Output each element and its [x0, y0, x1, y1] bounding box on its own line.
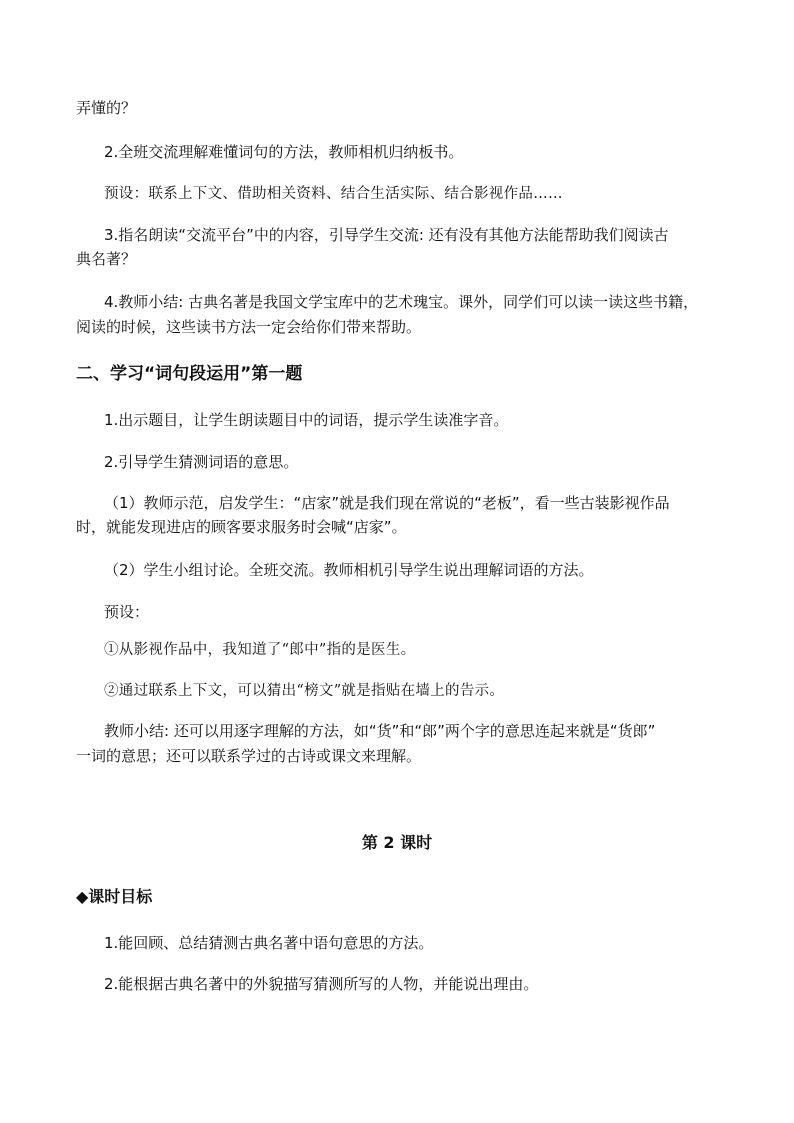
paragraph-example-notice: ②通过联系上下文，可以猜出“榜文”就是指贴在墙上的告示。 — [104, 683, 505, 699]
paragraph-preset-methods: 预设：联系上下文、借助相关资料、结合生活实际、结合影视作品…… — [104, 186, 563, 202]
paragraph-guess-meaning: 2.引导学生猜测词语的意思。 — [104, 453, 299, 471]
goals-heading: ◆课时目标 — [76, 887, 153, 906]
lesson-title: 第 2 课时 — [361, 833, 433, 852]
paragraph-read-platform-line2: 典名著？ — [76, 250, 137, 268]
goal-item-2: 2.能根据古典名著中的外貌描写猜测所写的人物，并能说出理由。 — [104, 975, 539, 993]
paragraph-teacher-summary2-line2: 一词的意思；还可以联系学过的古诗或课文来理解。 — [76, 747, 422, 765]
goal-item-1: 1.能回顾、总结猜测古典名著中语句意思的方法。 — [104, 934, 434, 952]
paragraph-fragment: 弄懂的？ — [76, 99, 137, 117]
paragraph-teacher-demo-line1: （1）教师示范，启发学生：“店家”就是我们现在常说的“老板”，看一些古装影视作品 — [104, 494, 670, 512]
paragraph-teacher-summary2-line1: 教师小结: 还可以用逐字理解的方法，如“货”和“郎”两个字的意思连起来就是“货郎” — [104, 722, 656, 740]
paragraph-group-discussion: （2）学生小组讨论。全班交流。教师相机引导学生说出理解词语的方法。 — [104, 561, 594, 579]
paragraph-read-platform-line1: 3.指名朗读“交流平台”中的内容，引导学生交流: 还有没有其他方法能帮助我们阅读古 — [104, 226, 669, 244]
paragraph-show-question: 1.出示题目，让学生朗读题目中的词语，提示学生读准字音。 — [104, 411, 509, 429]
paragraph-method-summary: 2.全班交流理解难懂词句的方法，教师相机归纳板书。 — [104, 143, 464, 161]
paragraph-preset-label: 预设： — [104, 603, 150, 621]
section-heading-2: 二、学习“词句段运用”第一题 — [76, 364, 303, 384]
paragraph-teacher-summary-line1: 4.教师小结: 古典名著是我国文学宝库中的艺术瑰宝。课外，同学们可以读一读这些书籍， — [104, 293, 699, 311]
paragraph-example-doctor: ①从影视作品中，我知道了“郎中”指的是医生。 — [104, 642, 416, 658]
paragraph-teacher-summary-line2: 阅读的时候，这些读书方法一定会给你们带来帮助。 — [76, 318, 422, 336]
paragraph-teacher-demo-line2: 时，就能发现进店的顾客要求服务时会喊“店家”。 — [76, 518, 407, 536]
